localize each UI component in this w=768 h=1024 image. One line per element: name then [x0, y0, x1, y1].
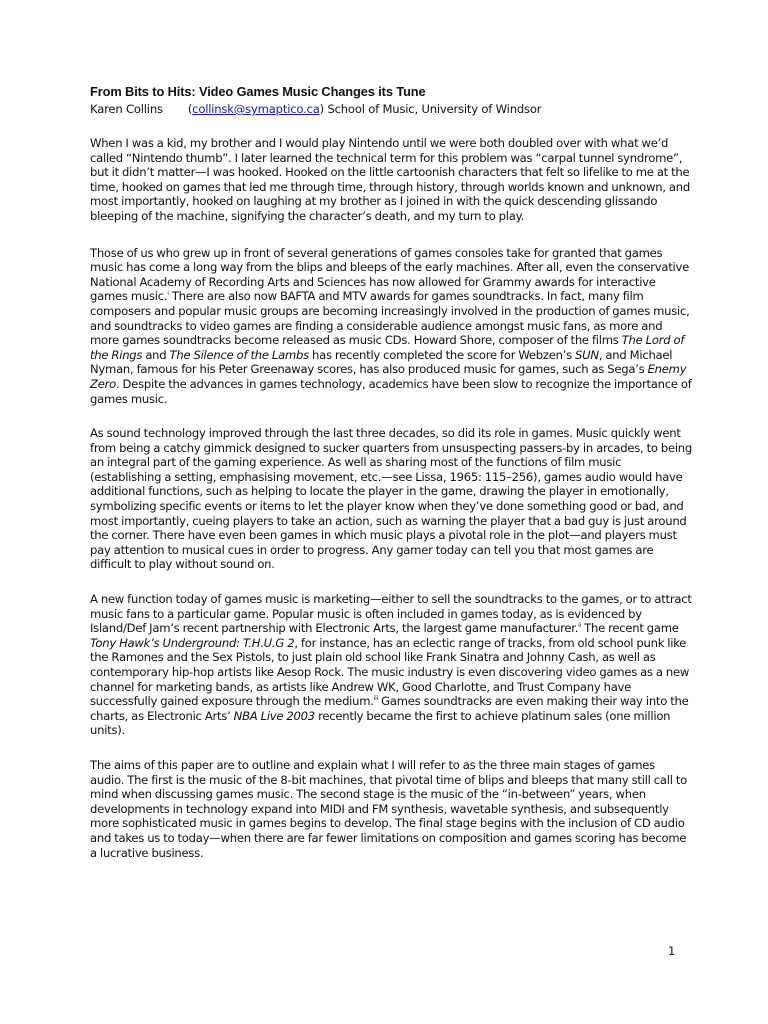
footnote-marker-2[interactable]: ii — [578, 622, 581, 630]
p2-text-f: . Despite the advances in games technology, academics have been slow to recognize the importance of games music. — [90, 376, 692, 406]
title-lord-of-the-rings: The Lord of the Rings — [90, 333, 685, 362]
title-silence-of-the-lambs: The Silence of the Lambs — [169, 347, 309, 362]
paragraph-1: When I was a kid, my brother and I would play Nintendo until we were both doubled over with what we’d called “Nintendo thumb”. I later learned the technical term for this problem was “carpal tunnel syndrome”, but it didn’t matter—I was hooked. Hooked on the little cartoonish characters that felt so lifelike to me at the time, hooked on games that led me through time, through history, through worlds known and unknown, and most importantly, hooked on laughing at my brother as I joined in with the quick descending glissando bleeping of the machine, signifying the character’s death, and my turn to play. — [90, 136, 690, 223]
p2-text-a: Those of us who grew up in front of several generations of games consoles take for granted that games music has come a long way from the blips and bleeps of the early machines. After all, even the conservative National Academy of Recording Arts and Sciences has now allowed for Grammy awards for interactive games music. — [90, 245, 689, 304]
p4-text-e: recently became the first to achieve platinum sales (one million units). — [90, 708, 671, 738]
title-enemy-zero: Enemy Zero — [90, 362, 687, 391]
title-sun: SUN — [575, 347, 599, 362]
p2-text-b: There are also now BAFTA and MTV awards for games soundtracks. In fact, many film composers and popular music groups are becoming increasingly involved in the production of games music, and soundtracks to video games are finding a considerable audience amongst music fans, as more and more games soundtracks become released as music CDs. Howard Shore, composer of the films — [90, 289, 690, 348]
title-nba-live-2003: NBA Live 2003 — [233, 708, 315, 723]
paragraph-2 — [90, 246, 692, 407]
author-line — [90, 101, 692, 118]
p4-text-b: The recent game — [581, 621, 679, 636]
page-number: 1 — [668, 944, 676, 958]
paragraph-3: As sound technology improved through the last three decades, so did its role in games. Music quickly went from being a catchy gimmick designed to sucker quarters from unsuspecting passers-by in arcades, to being an integral part of the gaming experience. As well as sharing most of the functions of film music (establishing a setting, emphasising movement, etc.—see Lissa, 1965: 115–256), games audio would have additional functions, such as helping to locate the player in the game, drawing the player in emotionally, symbolizing specific events or items to let the player know when they’ve done something good or bad, and most importantly, cueing players to take an action, such as warning the player that a bad guy is just around the corner. There have even been games in which music plays a pivotal role in the plot—and players must pay attention to musical cues in order to progress. Any gamer today can tell you that most games are difficult to play without sound on. — [90, 426, 693, 572]
paragraph-5: The aims of this paper are to outline and explain what I will refer to as the three main stages of games audio. The first is the music of the 8-bit machines, that pivotal time of blips and bleeps that many still call to mind when discussing games music. The second stage is the music of the “in-between” years, when developments in technology expand into MIDI and FM synthesis, wavetable synthesis, and subsequently more sophisticated music in games begins to develop. The final stage begins with the inclusion of CD audio and takes us to today—when there are far fewer limitations on composition and games scoring has become a lucrative business. — [90, 757, 687, 860]
title-thug-2: Tony Hawk’s Underground: T.H.U.G 2 — [90, 635, 295, 650]
paragraph-4 — [90, 592, 692, 738]
email-close-paren: ) — [319, 102, 324, 116]
p2-text-c: and — [142, 347, 170, 362]
p4-text-c: , for instance, has an eclectic range of tracks, from old school punk like the Ramones and the Sex Pistols, to just plain old school like Frank Sinatra and Johnny Cash, as well as contemporary hip-hop artists like Aesop Rock. The music industry is even discovering video games as a new channel for marketing bands, as artists like Andrew WK, Good Charlotte, and Trust Company have successfully gained exposure through the medium. — [90, 635, 690, 709]
email-open-paren: ( — [187, 102, 193, 116]
author-name: Karen Collins — [90, 102, 163, 116]
p4-text-d: Games soundtracks are even making their way into the charts, as Electronic Arts’ — [90, 694, 689, 723]
author-email-link[interactable]: collinsk@symaptico.ca — [192, 102, 320, 116]
article-body — [90, 83, 692, 860]
footnote-marker-3[interactable]: iii — [373, 695, 378, 703]
p2-text-d: has recently completed the score for Webzen’s — [308, 347, 576, 362]
author-affiliation: School of Music, University of Windsor — [323, 102, 542, 116]
article-title: From Bits to Hits: Video Games Music Changes its Tune — [90, 84, 426, 99]
p4-text-a: A new function today of games music is marketing—either to sell the soundtracks to the games, or to attract music fans to a particular game. Popular music is often included in games today, as is evidenced by Island/Def Jam’s recent partnership with Electronic Arts, the largest game manufacturer. — [90, 592, 692, 636]
footnote-marker-1[interactable]: i — [167, 290, 169, 298]
p2-text-e: , and Michael Nyman, famous for his Peter Greenaway scores, has also produced music for games, such as Sega’s — [90, 347, 673, 377]
